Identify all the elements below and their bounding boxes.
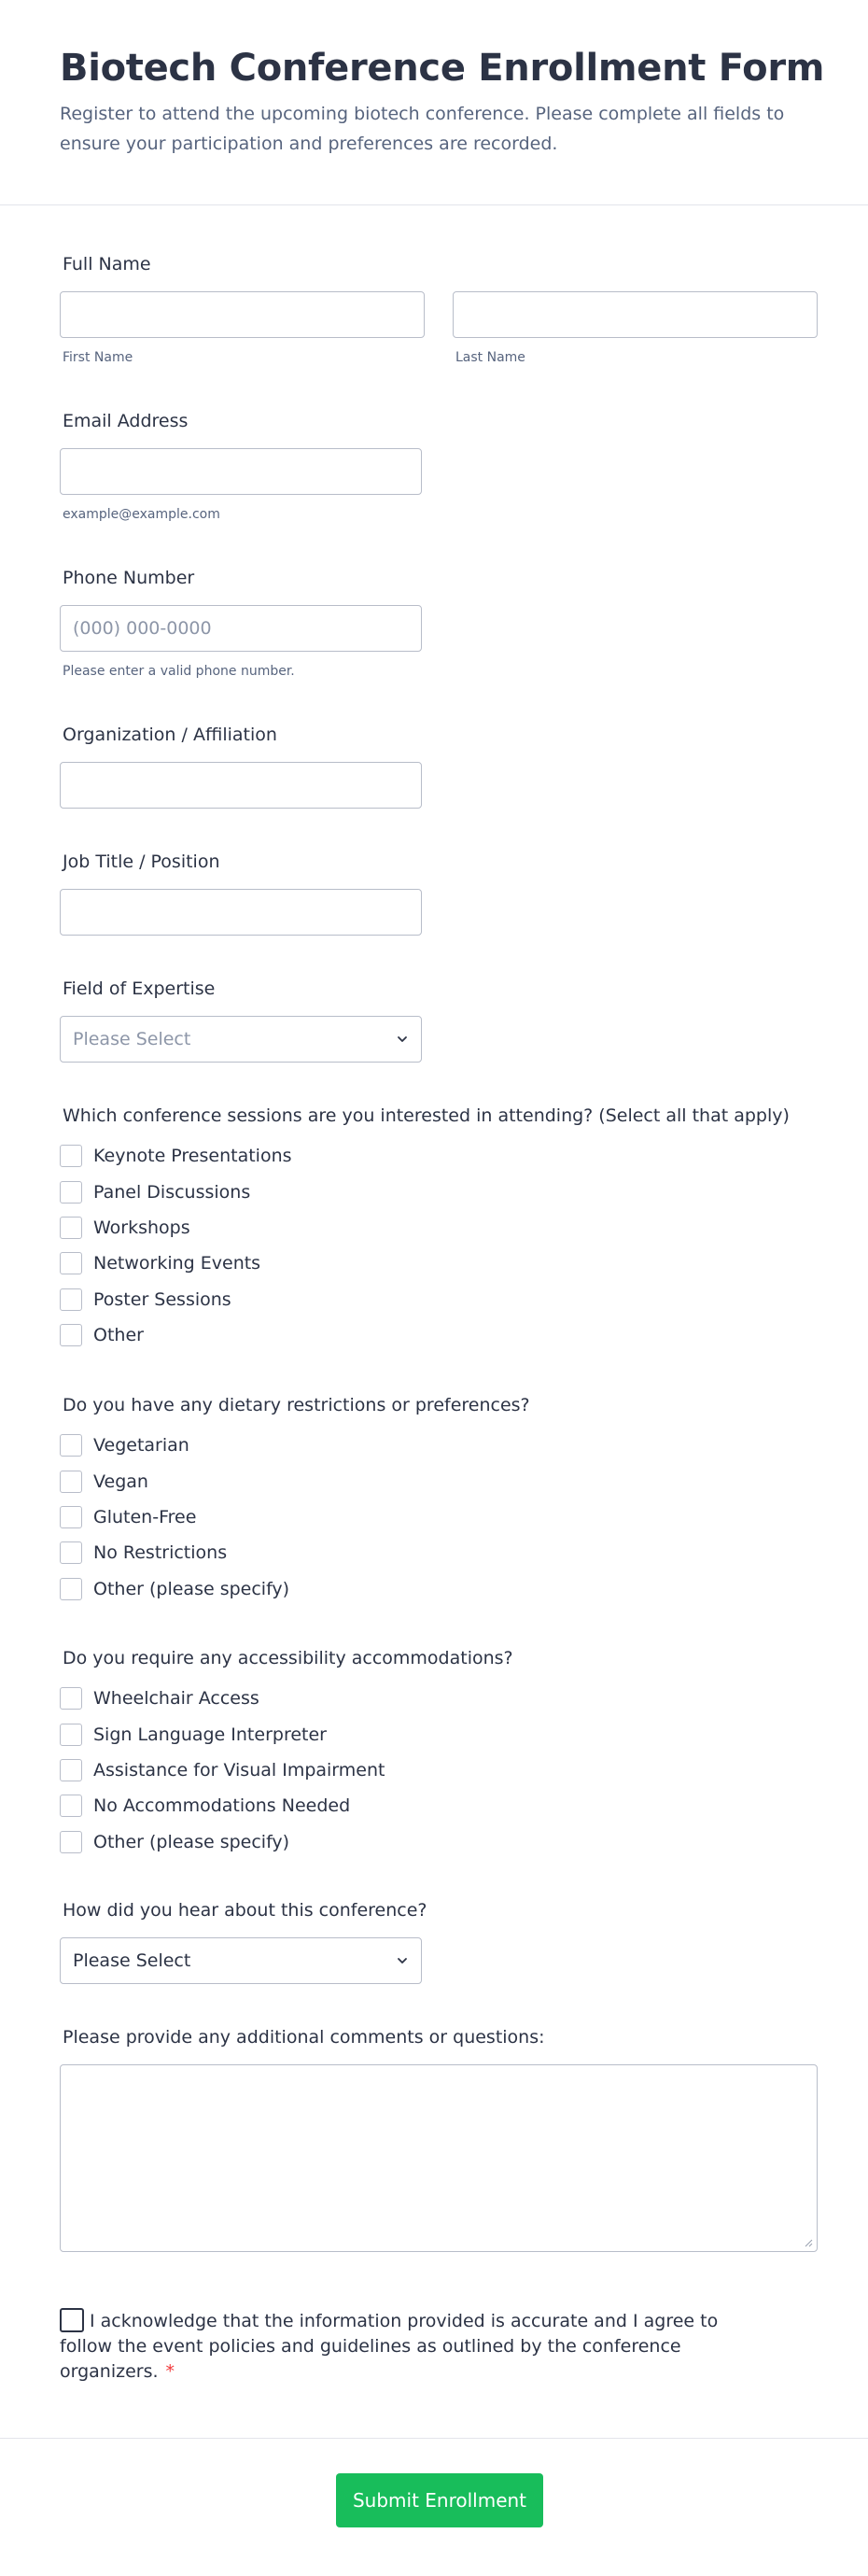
checkbox[interactable]	[60, 1288, 82, 1311]
email-label: Email Address	[63, 411, 189, 431]
checkbox[interactable]	[60, 1252, 82, 1274]
checkbox-label: Keynote Presentations	[93, 1146, 292, 1167]
dietary-option-vegan[interactable]	[60, 1463, 289, 1499]
job-title-label: Job Title / Position	[63, 852, 220, 872]
resize-grip-icon[interactable]	[804, 2238, 813, 2247]
sessions-question: Which conference sessions are you interested in attending? (Select all that apply)	[63, 1105, 790, 1126]
submit-enrollment-button[interactable]: Submit Enrollment	[336, 2473, 543, 2527]
job-title-input[interactable]	[60, 889, 422, 936]
dietary-option-gluten-free[interactable]	[60, 1499, 289, 1535]
checkbox[interactable]	[60, 1181, 82, 1204]
checkbox-label: Vegetarian	[93, 1435, 189, 1457]
phone-input[interactable]	[60, 605, 422, 652]
checkbox[interactable]	[60, 1506, 82, 1528]
sessions-option-networking[interactable]	[60, 1246, 292, 1281]
form-subtitle: Register to attend the upcoming biotech conference. Please complete all fields to ensure your participation and preferences are recorded.	[60, 104, 785, 154]
phone-label: Phone Number	[63, 568, 195, 588]
sessions-checkbox-group	[60, 1138, 292, 1353]
dietary-option-other[interactable]	[60, 1571, 289, 1607]
referral-select[interactable]	[60, 1937, 422, 1984]
checkbox-label: Poster Sessions	[93, 1288, 231, 1310]
comments-textarea[interactable]	[60, 2064, 818, 2252]
chevron-down-icon	[395, 1032, 410, 1047]
organization-label: Organization / Affiliation	[63, 725, 277, 745]
checkbox-label: Gluten-Free	[93, 1506, 197, 1527]
checkbox-label: Wheelchair Access	[93, 1688, 259, 1710]
comments-label: Please provide any additional comments or questions:	[63, 2027, 545, 2048]
referral-label: How did you hear about this conference?	[63, 1900, 427, 1921]
checkbox[interactable]	[60, 1324, 82, 1346]
first-name-sublabel: First Name	[63, 350, 133, 365]
checkbox[interactable]	[60, 1687, 82, 1710]
accessibility-option-sign-language[interactable]	[60, 1716, 385, 1752]
checkbox[interactable]	[60, 1724, 82, 1746]
dietary-option-vegetarian[interactable]	[60, 1428, 289, 1463]
dietary-question: Do you have any dietary restrictions or preferences?	[63, 1395, 530, 1415]
expertise-select-value: Please Select	[73, 1029, 191, 1049]
checkbox-label: Vegan	[93, 1471, 148, 1492]
accessibility-option-none[interactable]	[60, 1788, 385, 1823]
checkbox[interactable]	[60, 1217, 82, 1239]
sessions-option-other[interactable]	[60, 1317, 292, 1353]
sessions-option-workshops[interactable]	[60, 1210, 292, 1246]
form-header	[0, 0, 868, 205]
sessions-option-keynote[interactable]	[60, 1138, 292, 1174]
checkbox-label: No Accommodations Needed	[93, 1795, 351, 1817]
chevron-down-icon	[395, 1953, 410, 1968]
checkbox-label: Sign Language Interpreter	[93, 1724, 327, 1745]
checkbox[interactable]	[60, 1795, 82, 1817]
full-name-label: Full Name	[63, 254, 151, 274]
checkbox[interactable]	[60, 1434, 82, 1457]
accessibility-option-other[interactable]	[60, 1824, 385, 1860]
expertise-select[interactable]	[60, 1016, 422, 1063]
checkbox[interactable]	[60, 1759, 82, 1781]
phone-sublabel: Please enter a valid phone number.	[63, 664, 295, 679]
checkbox[interactable]	[60, 1145, 82, 1167]
checkbox-label: Other	[93, 1325, 144, 1346]
acknowledgement-text: I acknowledge that the information provided is accurate and I agree to follow the event policies and guidelines as outlined by the conference organizers.	[60, 2311, 719, 2382]
accessibility-option-wheelchair[interactable]	[60, 1681, 385, 1716]
last-name-sublabel: Last Name	[455, 350, 525, 365]
checkbox-label: Assistance for Visual Impairment	[93, 1759, 385, 1781]
acknowledgement	[60, 2308, 732, 2385]
referral-select-value: Please Select	[73, 1950, 191, 1971]
checkbox[interactable]	[60, 1578, 82, 1600]
checkbox-label: Workshops	[93, 1217, 190, 1238]
checkbox-label: Other (please specify)	[93, 1831, 290, 1852]
form-title: Biotech Conference Enrollment Form	[60, 47, 825, 90]
checkbox-label: Other (please specify)	[93, 1578, 290, 1599]
organization-input[interactable]	[60, 762, 422, 809]
accessibility-option-visual-impairment[interactable]	[60, 1753, 385, 1788]
accessibility-question: Do you require any accessibility accommodations?	[63, 1648, 513, 1668]
checkbox-label: No Restrictions	[93, 1542, 228, 1564]
sessions-option-poster[interactable]	[60, 1282, 292, 1317]
expertise-label: Field of Expertise	[63, 978, 216, 999]
required-mark: *	[165, 2361, 175, 2382]
email-sublabel: example@example.com	[63, 507, 220, 522]
accessibility-checkbox-group	[60, 1681, 385, 1860]
checkbox[interactable]	[60, 1541, 82, 1564]
checkbox-label: Panel Discussions	[93, 1181, 251, 1203]
checkbox-label: Networking Events	[93, 1253, 261, 1274]
dietary-option-no-restrictions[interactable]	[60, 1535, 289, 1570]
last-name-input[interactable]	[453, 291, 818, 338]
first-name-input[interactable]	[60, 291, 425, 338]
checkbox[interactable]	[60, 1831, 82, 1853]
acknowledgement-checkbox[interactable]	[60, 2308, 84, 2332]
checkbox[interactable]	[60, 1471, 82, 1493]
dietary-checkbox-group	[60, 1428, 289, 1607]
email-input[interactable]	[60, 448, 422, 495]
sessions-option-panel[interactable]	[60, 1174, 292, 1209]
